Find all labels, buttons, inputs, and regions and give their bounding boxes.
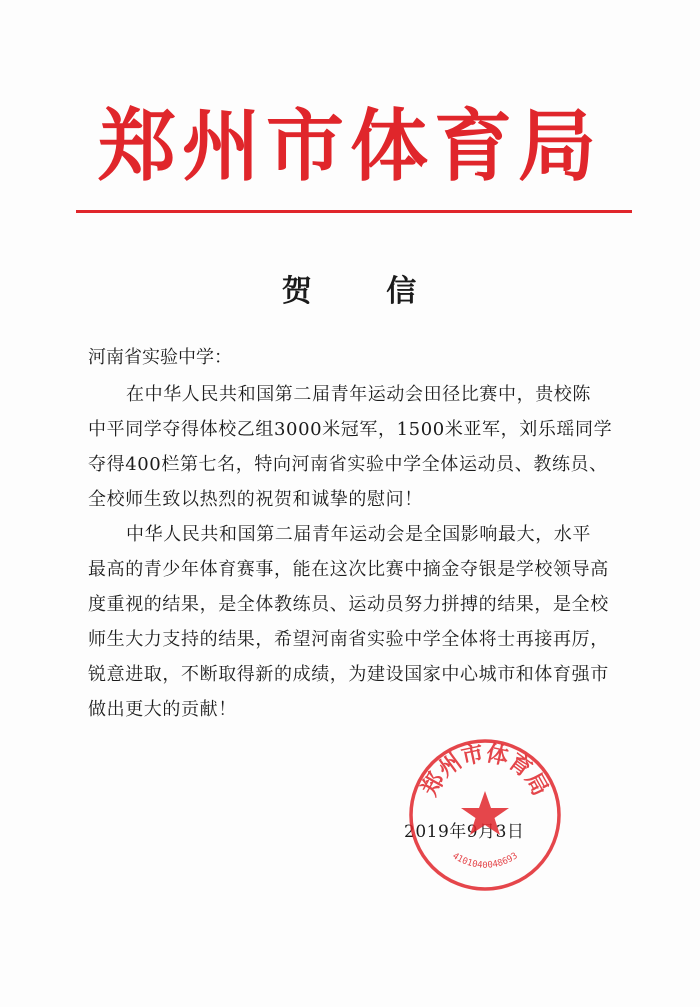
body-line: 夺得400栏第七名，特向河南省实验中学全体运动员、教练员、 [88,454,608,475]
official-seal [405,735,565,895]
letterhead-divider [76,210,632,213]
body-line: 锐意进取，不断取得新的成绩，为建设国家中心城市和体育强市 [88,664,609,685]
body-line: 中华人民共和国第二届青年运动会是全国影响最大，水平 [126,524,591,545]
letter-body [88,377,628,727]
body-line: 全校师生致以热烈的祝贺和诚挚的慰问！ [88,489,423,510]
body-line: 度重视的结果，是全体教练员、运动员努力拼搏的结果，是全校 [88,594,609,615]
letter-date: 2019年9月3日 [404,822,525,842]
body-line: 师生大力支持的结果，希望河南省实验中学全体将士再接再厉， [88,629,609,650]
seal-text: 郑州市体育局 [416,740,554,801]
paragraph-1 [88,377,628,517]
body-line: 中平同学夺得体校乙组3000米冠军，1500米亚军，刘乐瑶同学 [88,419,613,440]
body-line: 在中华人民共和国第二届青年运动会田径比赛中，贵校陈 [126,384,591,405]
body-line: 做出更大的贡献！ [88,699,237,720]
paragraph-2 [88,517,628,727]
seal-star-icon [461,791,509,835]
letter-title: 贺 信 [281,274,449,309]
body-line: 最高的青少年体育赛事，能在这次比赛中摘金夺银是学校领导高 [88,559,609,580]
salutation: 河南省实验中学： [88,347,232,368]
seal-number: 4101040048693 [450,851,520,871]
letterhead-title: 郑州市体育局 [97,101,602,192]
